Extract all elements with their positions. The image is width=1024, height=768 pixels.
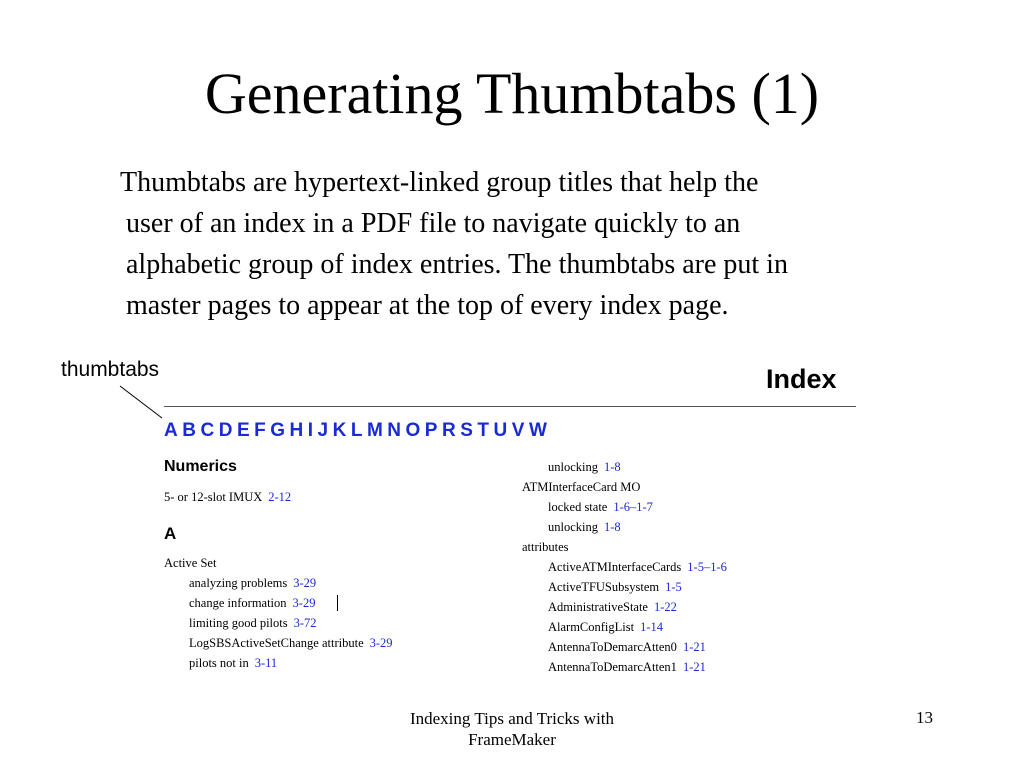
thumbtab-h[interactable]: H: [289, 420, 304, 441]
index-subentry: AntennaToDemarcAtten0 1-21: [548, 640, 706, 654]
page-link[interactable]: 2-12: [268, 490, 292, 504]
body-line: user of an index in a PDF file to navigate quickly to an: [126, 208, 741, 239]
page-link[interactable]: 1-5–1-6: [687, 560, 727, 574]
thumbtab-t[interactable]: T: [477, 420, 490, 441]
thumbtab-f[interactable]: F: [254, 420, 266, 441]
page-link[interactable]: 3-29: [293, 576, 317, 590]
thumbtab-m[interactable]: M: [366, 420, 383, 441]
page-link[interactable]: 1-8: [604, 460, 621, 474]
thumbtab-b[interactable]: B: [182, 420, 196, 441]
page-link[interactable]: 1-6–1-7: [613, 500, 653, 514]
thumbtab-j[interactable]: J: [317, 420, 329, 441]
index-entry: attributes: [522, 540, 569, 554]
page-link[interactable]: 3-29: [369, 636, 393, 650]
thumbtabs-callout-label: thumbtabs: [61, 358, 160, 381]
index-section-a: A: [164, 524, 177, 543]
thumbtab-e[interactable]: E: [236, 420, 250, 441]
body-line: Thumbtabs are hypertext-linked group titles that help the: [120, 167, 759, 198]
thumbtab-d[interactable]: D: [218, 420, 233, 441]
index-subentry: AdministrativeState 1-22: [548, 600, 677, 614]
thumbtab-p[interactable]: P: [424, 420, 438, 441]
index-subentry: AlarmConfigList 1-14: [548, 620, 664, 634]
index-entry: 5- or 12-slot IMUX 2-12: [164, 490, 292, 504]
thumbtab-n[interactable]: N: [387, 420, 402, 441]
index-subentry: unlocking 1-8: [548, 520, 621, 534]
page-link[interactable]: 3-72: [293, 616, 317, 630]
thumbtab-o[interactable]: O: [405, 420, 421, 441]
index-subentry: analyzing problems 3-29: [189, 576, 317, 590]
thumbtab-k[interactable]: K: [332, 420, 347, 441]
thumbtab-s[interactable]: S: [460, 420, 473, 441]
index-subentry: ActiveTFUSubsystem 1-5: [548, 580, 682, 594]
thumbtab-c[interactable]: C: [200, 420, 215, 441]
footer-presentation-title: Indexing Tips and Tricks with FrameMaker: [409, 709, 615, 749]
thumbtab-l[interactable]: L: [350, 420, 363, 441]
index-entry: ATMInterfaceCard MO: [522, 480, 641, 494]
index-heading: Index: [766, 364, 837, 394]
page-link[interactable]: 1-14: [640, 620, 664, 634]
thumbtab-g[interactable]: G: [270, 420, 286, 441]
thumbtab-a[interactable]: A: [164, 420, 178, 441]
index-subentry: locked state 1-6–1-7: [548, 500, 653, 514]
index-section-numerics: Numerics: [164, 458, 237, 475]
slide-number: 13: [916, 708, 933, 727]
index-entry: Active Set: [164, 556, 217, 570]
index-subentry: LogSBSActiveSetChange attribute 3-29: [189, 636, 393, 650]
thumbtab-r[interactable]: R: [441, 420, 456, 441]
index-subentry: change information 3-29: [189, 596, 316, 610]
page-link[interactable]: 3-29: [292, 596, 316, 610]
index-subentry: pilots not in 3-11: [189, 656, 278, 670]
index-heading-rule: [164, 406, 856, 407]
page-link[interactable]: 3-11: [254, 656, 278, 670]
thumbtab-v[interactable]: V: [511, 420, 525, 441]
body-line: master pages to appear at the top of every index page.: [126, 290, 729, 321]
slide-title: Generating Thumbtabs (1): [204, 61, 820, 126]
index-subentry: AntennaToDemarcAtten1 1-21: [548, 660, 706, 674]
page-link[interactable]: 1-22: [653, 600, 677, 614]
body-line: alphabetic group of index entries. The thumbtabs are put in: [126, 249, 788, 280]
page-link[interactable]: 1-21: [682, 660, 706, 674]
thumbtab-w[interactable]: W: [528, 420, 547, 441]
page-link[interactable]: 1-5: [665, 580, 682, 594]
index-subentry: unlocking 1-8: [548, 460, 621, 474]
thumbtab-i[interactable]: I: [307, 420, 314, 441]
thumbtab-bar: [164, 420, 547, 442]
body-paragraph: [120, 162, 950, 326]
callout-pointer-line: [0, 0, 200, 430]
index-subentry: ActiveATMInterfaceCards 1-5–1-6: [548, 560, 727, 574]
text-cursor: [337, 595, 338, 611]
page-link[interactable]: 1-8: [604, 520, 621, 534]
page-link[interactable]: 1-21: [682, 640, 706, 654]
thumbtab-u[interactable]: U: [493, 420, 508, 441]
index-subentry: limiting good pilots 3-72: [189, 616, 317, 630]
